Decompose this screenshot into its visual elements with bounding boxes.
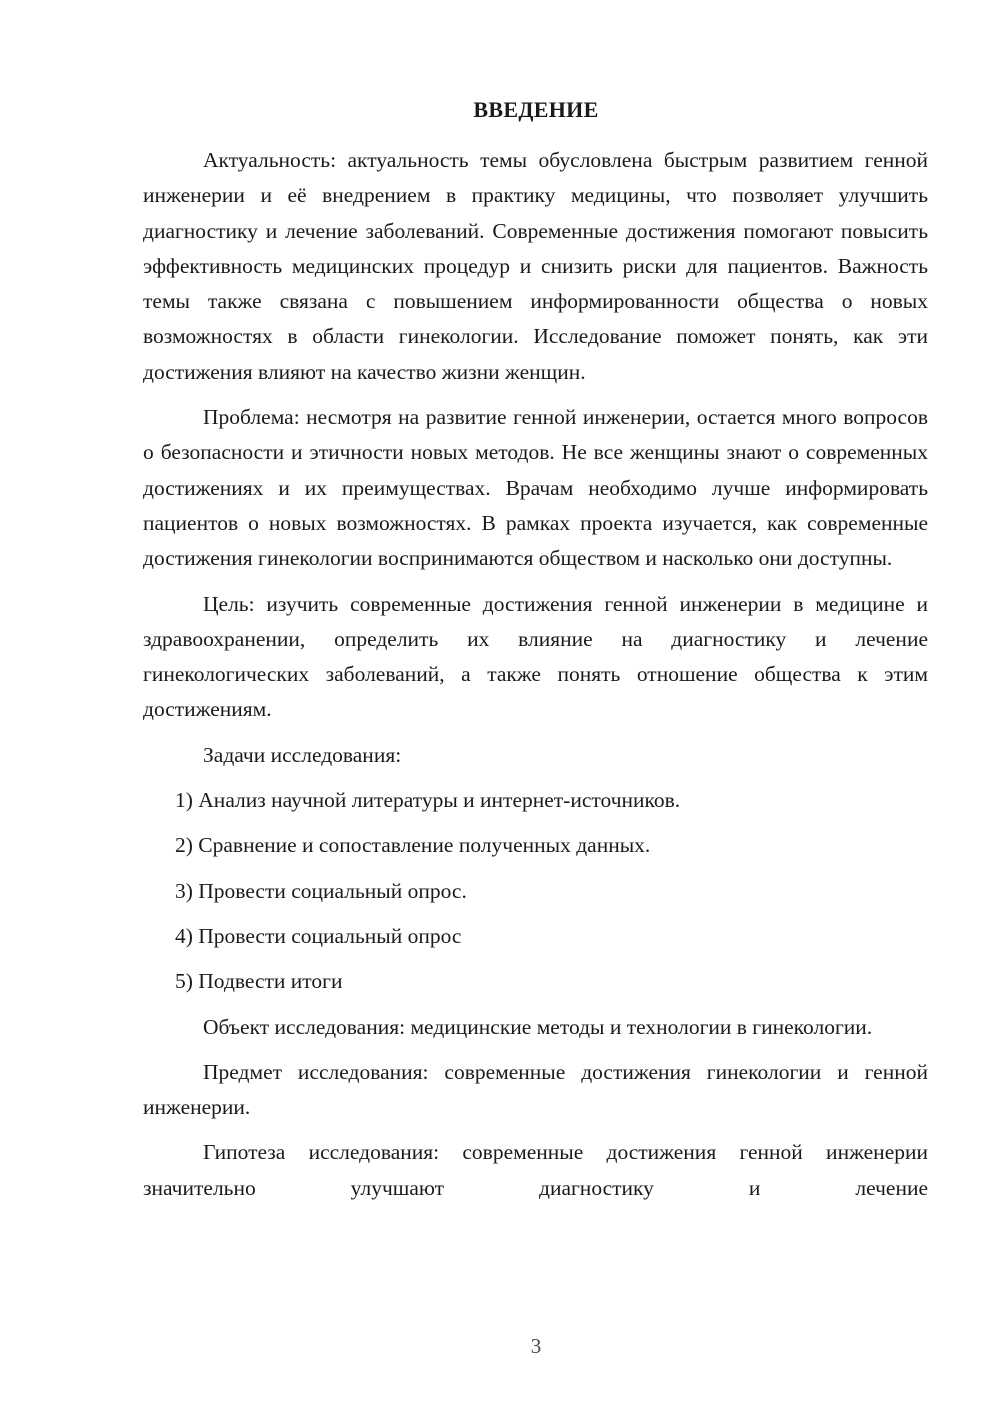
relevance-paragraph: Актуальность: актуальность темы обусловлена быстрым развитием генной инженерии и её внедрением в практику медицины, что позволяет улучшить диагностику и лечение заболеваний. Современные достижения помогают повысить эффективность медицинских процедур и снизить риски для пациентов. Важность темы также связана с повышением информированности общества о новых возможностях в области гинекологии. Исследование поможет понять, как эти достижения влияют на качество жизни женщин. bbox=[143, 148, 928, 384]
page-number: 3 bbox=[530, 1334, 542, 1358]
task-item-5: 5) Подвести итоги bbox=[175, 969, 343, 994]
subject-paragraph: Предмет исследования: современные достижения гинекологии и генной инженерии. bbox=[143, 1059, 928, 1120]
task-item-4: 4) Провести социальный опрос bbox=[175, 923, 462, 948]
object-paragraph: Объект исследования: медицинские методы и технологии в гинекологии. bbox=[203, 1014, 873, 1039]
tasks-heading: Задачи исследования: bbox=[203, 742, 402, 767]
hypothesis-paragraph: Гипотеза исследования: современные достижения генной инженерии значительно улучшают диагностику и лечение bbox=[143, 1140, 928, 1200]
goal-paragraph: Цель: изучить современные достижения генной инженерии в медицине и здравоохранении, определить их влияние на диагностику и лечение гинекологических заболеваний, а также понять отношение общества к этим достижениям. bbox=[143, 591, 928, 722]
document-body bbox=[143, 143, 928, 1216]
task-item-1: 1) Анализ научной литературы и интернет-источников. bbox=[175, 788, 681, 813]
problem-paragraph: Проблема: несмотря на развитие генной инженерии, остается много вопросов о безопасности и этичности новых методов. Не все женщины знают о современных достижениях и их преимуществах. Врачам необходимо лучше информировать пациентов о новых возможностях. В рамках проекта изучается, как современные достижения гинекологии воспринимаются обществом и насколько они доступны. bbox=[143, 405, 928, 571]
task-item-3: 3) Провести социальный опрос. bbox=[175, 878, 467, 903]
page-title: ВВЕДЕНИЕ bbox=[473, 97, 599, 122]
task-item-2: 2) Сравнение и сопоставление полученных данных. bbox=[175, 833, 651, 858]
